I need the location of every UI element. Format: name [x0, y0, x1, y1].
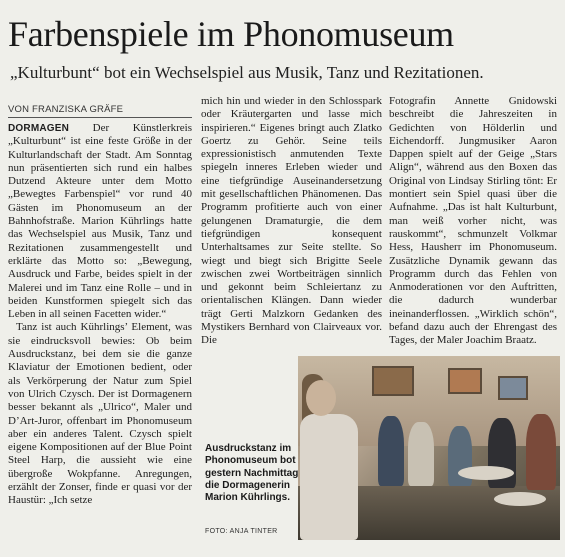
paragraph-1-text: Der Künstlerkreis „Kulturbunt“ ist eine feste Größe in der Kulturlandschaft der Stadt. Am Sonntag nun präsentierten sich rund ein halbes Dutzend Akteure unter dem Motto „Bewegtes Farbenspiel“ vor rund 40 Gästen im Phonomuseum an der Bahnhofstraße. Marion Kührlings hatte das Wechselspiel aus Musik, Tanz und Rezitationen zusammengestellt und erklärte das Motto so: „Bewegung, Ausdruck und Farbe, beides spielt in der Malerei und im Tanz eine Rolle – und in beiden Kunstformen spiegelt sich das Leben in all seinen Facetten wider.“	[8, 122, 192, 321]
article-column-3	[389, 95, 557, 348]
byline: VON FRANZISKA GRÄFE	[8, 104, 124, 115]
cafe-table	[494, 492, 546, 506]
paragraph-1	[8, 122, 192, 321]
dateline: DORMAGEN	[8, 123, 70, 134]
subheadline: „Kulturbunt“ bot ein Wechselspiel aus Musik, Tanz und Rezitationen.	[10, 63, 484, 82]
wall-picture	[372, 366, 414, 396]
wall-picture	[498, 376, 528, 400]
article-column-2	[201, 95, 382, 348]
headline: Farbenspiele im Phonomuseum	[8, 14, 454, 54]
photo-caption: Ausdruckstanz im Phonomuseum bot gestern Nachmittag die Dormagenerin Marion Kührlings.	[205, 443, 299, 504]
byline-divider	[8, 117, 192, 118]
article-column-1	[8, 122, 192, 508]
cafe-table	[458, 466, 514, 480]
dancer-figure	[300, 414, 358, 540]
wall-picture	[448, 368, 482, 394]
dancer-photo	[298, 356, 560, 540]
audience-member	[526, 414, 556, 490]
dancer-head	[306, 380, 336, 416]
audience-member	[408, 422, 434, 486]
audience-member	[378, 416, 404, 486]
paragraph-3: mich hin und wieder in den Schlosspark oder Kräutergarten und lasse mich inspirieren.“ Eigenes bringt auch Zlatko Goertz zu Gehör. Seine teils expressionistisch anmutenden Texte spiegeln inneres Erleben wieder und eine tiefgründige Auseinandersetzung mit gesellschaftlichen Phänomenen. Das Programm profitierte auch von einer gelungenen Dramaturgie, die dem tiefgründigen konsequent Unterhaltsames zur Seite stellte. So wiegt und biegt sich Brigitte Seele zwischen zwei Wortbeiträgen sinnlich und gekonnt beim Schleiertanz zu orientalischen Klängen. Dann wieder trägt Gerti Malzkorn Gedanken des Mystikers Bernhard von Clairveaux vor. Die	[201, 95, 382, 347]
paragraph-2: Tanz ist auch Kührlings’ Element, was sie eindrucksvoll bewies: Ob beim Ausdruckstanz, bei dem sie die ganze Klaviatur der Emotionen bedient, oder als Verkörperung der Natur zum Spiel von Ulrich Czysch. Der ist Dormagenern besser bekannt als „Ulrico“, Maler und D’Art-Juror, offenbart im Phonomuseum aber ein anderes Talent. Czysch spielt eigene Kompositionen auf der Blue Point Steel Harp, die aussieht wie eine übergroße Wokpfanne. Anregungen, erzählt der Zonser, finde er quasi vor der Haustür: „Ich setze	[8, 321, 192, 507]
paragraph-4: Fotografin Annette Gnidowski beschreibt die Jahreszeiten in Gedichten von Hölderlin und Eichendorff. Jungmusiker Aaron Dappen spielt auf der Geige „Stars Align“, während aus den Boxen das Original von Lindsay Stirling tönt: Er montiert sein Spiel quasi über die Aufnahme. „Das ist halt Kulturbunt, man weiß vorher nicht, was rauskommt“, schmunzelt Volkmar Hess, Hausherr im Phonomuseum. Zusätzliche Dynamik gewann das Programm durch das Fehlen von Anmoderationen vor den Auftritten, die dadurch wunderbar ineinanderflossen. „Wirklich schön“, befand dazu auch der Ehrengast des Tages, der Maler Joachim Braatz.	[389, 95, 557, 347]
photo-credit: FOTO: ANJA TINTER	[205, 528, 278, 535]
